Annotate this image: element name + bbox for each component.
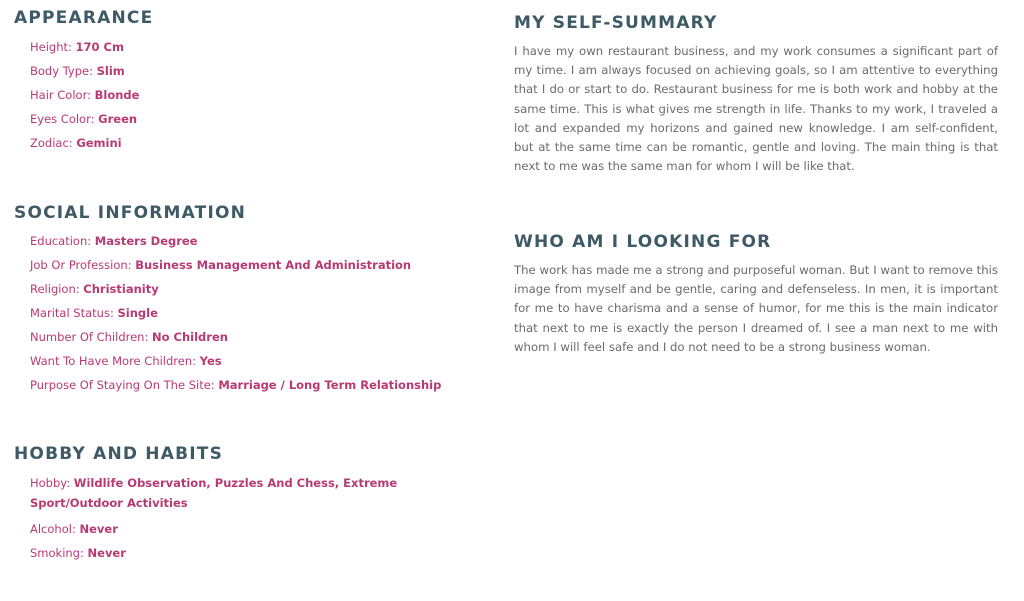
attr-profession (30, 253, 441, 277)
attr-value: Masters Degree (94, 234, 198, 248)
attr-value: Blonde (94, 88, 140, 102)
attr-children (30, 325, 441, 349)
attr-hobby (30, 473, 470, 513)
attr-label: Smoking: (30, 546, 84, 560)
appearance-list (30, 35, 139, 155)
attr-label: Eyes Color: (30, 112, 95, 126)
attr-body-type (30, 59, 139, 83)
attr-education (30, 229, 441, 253)
attr-religion (30, 277, 441, 301)
attr-value: Business Management And Administration (135, 258, 412, 272)
attr-marital-status (30, 301, 441, 325)
attr-value: Wildlife Observation, Puzzles And Chess, Extreme Sport/Outdoor Activities (30, 476, 398, 510)
attr-value: Gemini (76, 136, 122, 150)
attr-label: Want To Have More Children: (30, 354, 197, 368)
attr-value: Never (87, 546, 126, 560)
attr-more-children (30, 349, 441, 373)
attr-value: Single (117, 306, 158, 320)
attr-label: Hair Color: (30, 88, 91, 102)
attr-height (30, 35, 139, 59)
self-summary-heading: MY SELF-SUMMARY (514, 13, 718, 33)
attr-label: Body Type: (30, 64, 93, 78)
attr-value: Christianity (83, 282, 159, 296)
attr-zodiac (30, 131, 139, 155)
attr-label: Marital Status: (30, 306, 114, 320)
hobby-heading: HOBBY AND HABITS (14, 444, 224, 464)
attr-label: Purpose Of Staying On The Site: (30, 378, 215, 392)
attr-label: Hobby: (30, 476, 71, 490)
attr-label: Zodiac: (30, 136, 73, 150)
attr-eyes-color (30, 107, 139, 131)
attr-value: Never (79, 522, 118, 536)
attr-value: Slim (96, 64, 125, 78)
looking-for-heading: WHO AM I LOOKING FOR (514, 232, 772, 252)
attr-label: Alcohol: (30, 522, 76, 536)
attr-label: Education: (30, 234, 92, 248)
attr-alcohol (30, 517, 470, 541)
appearance-heading: APPEARANCE (14, 8, 154, 28)
hobby-list (30, 473, 470, 565)
attr-purpose (30, 373, 441, 397)
attr-label: Job Or Profession: (30, 258, 132, 272)
attr-hair-color (30, 83, 139, 107)
social-info-list (30, 229, 441, 397)
attr-value: No Children (152, 330, 228, 344)
social-info-heading: SOCIAL INFORMATION (14, 203, 247, 223)
looking-for-text: The work has made me a strong and purposeful woman. But I want to remove this image from myself and be gentle, caring and defenseless. In men, it is important for me to have charisma and a sense of humor, for me this is the main indicator that next to me is exactly the person I dreamed of. I see a man next to me with whom I will feel safe and I do not need to be a strong business woman. (514, 263, 998, 354)
attr-label: Number Of Children: (30, 330, 149, 344)
self-summary-text: I have my own restaurant business, and my work consumes a significant part of my time. I am always focused on achieving goals, so I am attentive to everything that I do or start to do. Restaurant business for me is both work and hobby at the same time. This is what gives me strength in life. Thanks to my work, I traveled a lot and expanded my horizons and gained new knowledge. I am self-confident, but at the same time can be romantic, gentle and loving. The main thing is that next to me was the same man for whom I will be like that. (514, 44, 998, 174)
attr-value: Yes (199, 354, 222, 368)
attr-value: 170 Cm (75, 40, 124, 54)
attr-value: Marriage / Long Term Relationship (218, 378, 442, 392)
attr-label: Height: (30, 40, 72, 54)
attr-label: Religion: (30, 282, 80, 296)
attr-smoking (30, 541, 470, 565)
attr-value: Green (98, 112, 138, 126)
